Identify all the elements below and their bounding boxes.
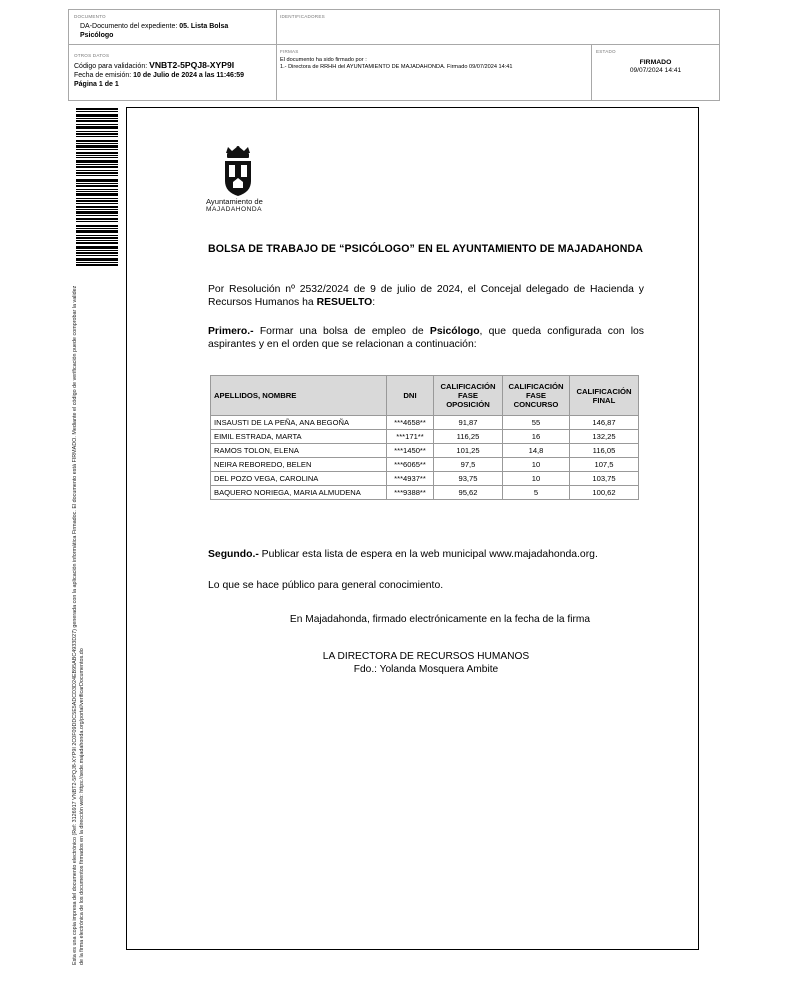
codigo-validacion: Código para validación: VNBT2-5PQJ8-XYP9I	[74, 60, 235, 70]
pagina-indicator: Página 1 de 1	[74, 81, 119, 88]
cell-dni: ***1450**	[387, 444, 434, 458]
logo-text-majadahonda: MAJADAHONDA	[206, 206, 263, 213]
cell-concurso: 14,8	[503, 444, 570, 458]
cell-name: BAQUERO NORIEGA, MARIA ALMUDENA	[211, 486, 387, 500]
header-fase-oposicion: CALIFICACIÓN FASE OPOSICIÓN	[434, 376, 503, 416]
firmas-line-2: 1.- Directora de RRHH del AYUNTAMIENTO DE MAJADAHONDA. Firmado 09/07/2024 14:41	[280, 64, 513, 70]
documento-line-1: DA-Documento del expediente: 05. Lista Bolsa	[80, 23, 229, 30]
header-dni: DNI	[387, 376, 434, 416]
cell-concurso: 10	[503, 472, 570, 486]
publico-paragraph: Lo que se hace público para general conocimiento.	[208, 580, 444, 591]
cell-concurso: 55	[503, 416, 570, 430]
table-row	[211, 458, 639, 472]
cell-name: DEL POZO VEGA, CAROLINA	[211, 472, 387, 486]
cell-final: 107,5	[570, 458, 639, 472]
firmante-cargo: LA DIRECTORA DE RECURSOS HUMANOS	[322, 651, 530, 662]
cell-name: INSAUSTI DE LA PEÑA, ANA BEGOÑA	[211, 416, 387, 430]
fecha-emision: Fecha de emisión: 10 de Julio de 2024 a las 11:46:59	[74, 72, 245, 79]
table-row	[211, 416, 639, 430]
cell-concurso: 10	[503, 458, 570, 472]
cell-name: EIMIL ESTRADA, MARTA	[211, 430, 387, 444]
header-final: CALIFICACIÓN FINAL	[570, 376, 639, 416]
documento-caption: DOCUMENTO	[74, 14, 106, 19]
cell-oposicion: 101,25	[434, 444, 503, 458]
firma-lugar: En Majadahonda, firmado electrónicamente en la fecha de la firma	[289, 614, 591, 625]
cell-name: NEIRA REBOREDO, BELEN	[211, 458, 387, 472]
identificadores-caption: IDENTIFICADORES	[280, 14, 325, 19]
table-row	[211, 430, 639, 444]
cell-final: 100,62	[570, 486, 639, 500]
estado-date: 09/07/2024 14:41	[629, 67, 682, 74]
cell-concurso: 16	[503, 430, 570, 444]
cell-dni: ***4658**	[387, 416, 434, 430]
table-row	[211, 486, 639, 500]
cell-oposicion: 116,25	[434, 430, 503, 444]
cell-dni: ***4937**	[387, 472, 434, 486]
cell-dni: ***171**	[387, 430, 434, 444]
header-apellidos: APELLIDOS, NOMBRE	[211, 376, 387, 416]
document-metadata-header	[68, 9, 720, 101]
cell-oposicion: 95,62	[434, 486, 503, 500]
intro-paragraph: Por Resolución nº 2532/2024 de 9 de julio de 2024, el Concejal delegado de Hacienda y Recursos Humanos ha RESUELTO:	[208, 284, 644, 308]
cell-final: 116,05	[570, 444, 639, 458]
cell-oposicion: 93,75	[434, 472, 503, 486]
cell-dni: ***6065**	[387, 458, 434, 472]
table-row	[211, 472, 639, 486]
cell-final: 132,25	[570, 430, 639, 444]
cell-oposicion: 91,87	[434, 416, 503, 430]
firmas-line-1: El documento ha sido firmado por :	[280, 57, 367, 63]
cell-concurso: 5	[503, 486, 570, 500]
estado-value: FIRMADO	[639, 59, 672, 66]
results-table	[210, 375, 639, 500]
cell-final: 103,75	[570, 472, 639, 486]
cell-dni: ***9388**	[387, 486, 434, 500]
otros-datos-caption: OTROS DATOS	[74, 53, 110, 58]
table-header-row	[211, 376, 639, 416]
primero-paragraph: Primero.- Formar una bolsa de empleo de Psicólogo, que queda configurada con los aspirantes y en el orden que se relacionan a continuación:	[208, 326, 645, 350]
document-page-frame	[126, 107, 699, 950]
logo-text-ayuntamiento: Ayuntamiento de	[206, 197, 263, 206]
segundo-paragraph: Segundo.- Publicar esta lista de espera en la web municipal www.majadahonda.org.	[208, 549, 598, 560]
header-fase-concurso: CALIFICACIÓN FASE CONCURSO	[503, 376, 570, 416]
cell-name: RAMOS TOLON, ELENA	[211, 444, 387, 458]
verification-side-note: Esta es una copia impresa del documento electrónico (Ref: 3126917 VNBT2-5PQJ8-XYP9I 2C0F09DDC5E5ADCD3D24EB95ABC4933D27) generada con la aplicación informática Firmadoc. El documento está FIRMADO. Mediante el código de verificación puede comprobar la validez de la firma electrónica de los documentos firmados en la dirección web: https://sede.majadahonda.org/portal/verificarDocumentos.do	[72, 285, 85, 965]
documento-line-2: Psicólogo	[80, 32, 114, 39]
firmante-nombre: Fdo.: Yolanda Mosquera Ambite	[353, 664, 499, 675]
firmas-caption: FIRMAS	[280, 49, 299, 54]
barcode	[76, 108, 118, 278]
cell-oposicion: 97,5	[434, 458, 503, 472]
estado-caption: ESTADO	[596, 49, 616, 54]
table-row	[211, 444, 639, 458]
cell-final: 146,87	[570, 416, 639, 430]
document-title: BOLSA DE TRABAJO DE “PSICÓLOGO” EN EL AYUNTAMIENTO DE MAJADAHONDA	[208, 243, 643, 255]
